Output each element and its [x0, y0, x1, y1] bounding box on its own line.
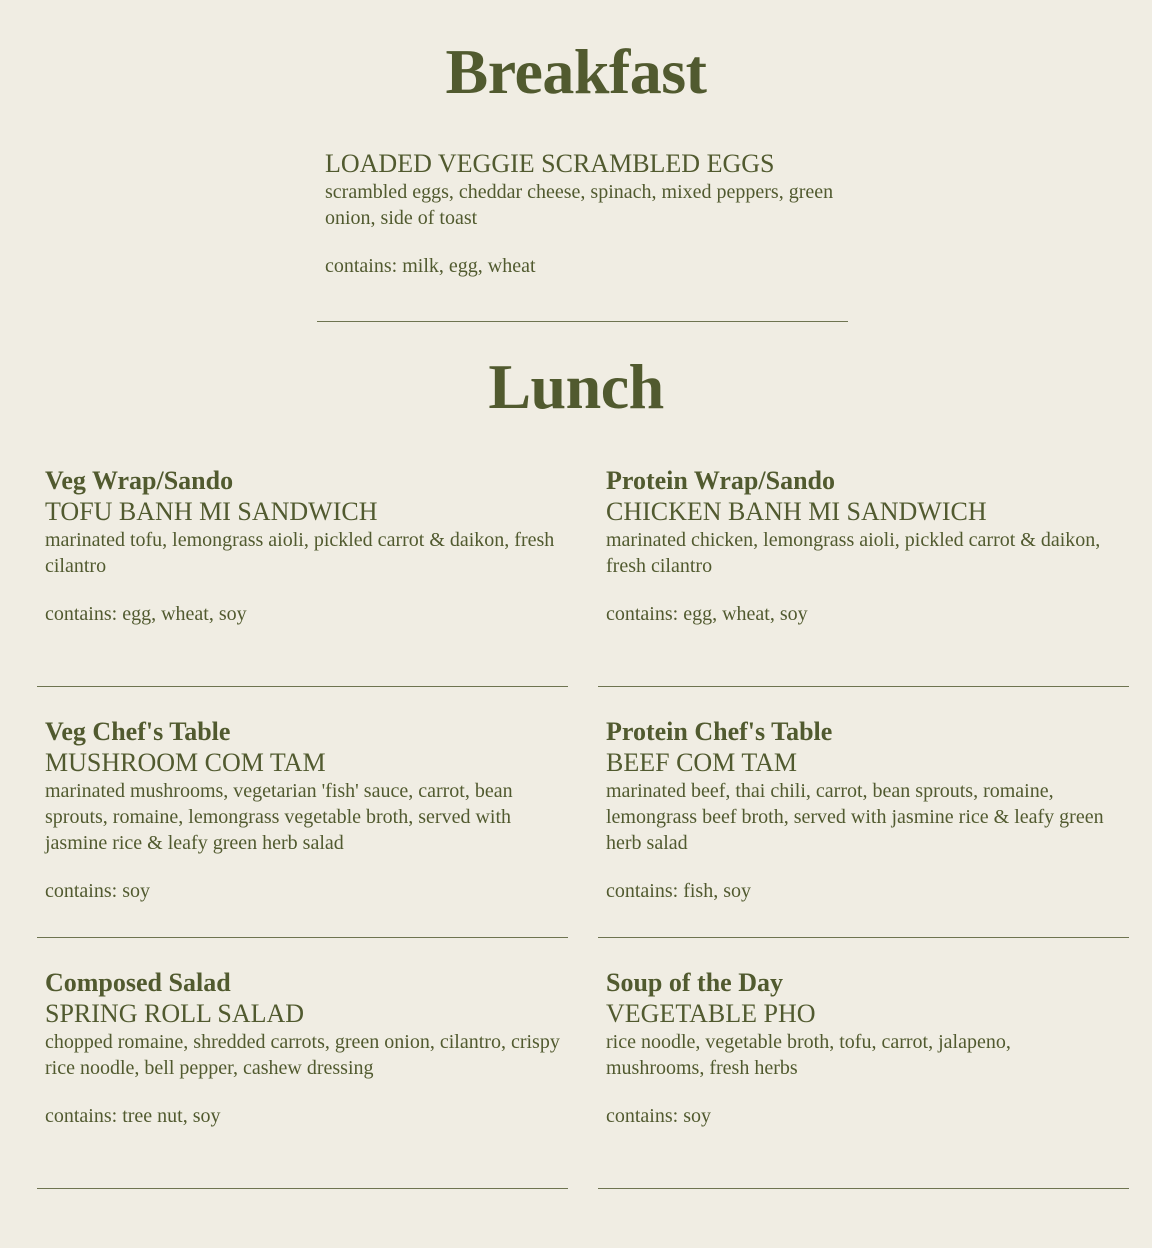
lunch-heading: Lunch — [488, 351, 664, 422]
menu-item — [606, 465, 1106, 627]
dish-category: Soup of the Day — [606, 968, 783, 997]
menu-item — [45, 716, 565, 904]
dish-name: LOADED VEGGIE SCRAMBLED EGGS — [325, 149, 775, 178]
dish-category: Protein Chef's Table — [606, 717, 833, 746]
dish-name: MUSHROOM COM TAM — [45, 748, 326, 777]
dish-name: TOFU BANH MI SANDWICH — [45, 497, 378, 526]
dish-description: rice noodle, vegetable broth, tofu, carrot, jalapeno, mushrooms, fresh herbs — [606, 1031, 1011, 1079]
dish-category: Veg Chef's Table — [45, 717, 231, 746]
dish-allergens: contains: fish, soy — [606, 880, 751, 902]
breakfast-heading: Breakfast — [445, 36, 707, 107]
breakfast-item — [325, 148, 845, 279]
dish-category: Protein Wrap/Sando — [606, 466, 835, 495]
dish-description: marinated chicken, lemongrass aioli, pickled carrot & daikon, fresh cilantro — [606, 529, 1101, 577]
dish-category: Veg Wrap/Sando — [45, 466, 234, 495]
item-divider — [37, 686, 568, 687]
dish-category: Composed Salad — [45, 968, 231, 997]
dish-description: marinated beef, thai chili, carrot, bean sprouts, romaine, lemongrass beef broth, served with jasmine rice & leafy green herb salad — [606, 780, 1104, 854]
dish-allergens: contains: egg, wheat, soy — [45, 603, 247, 625]
menu-item — [45, 967, 565, 1129]
dish-name: VEGETABLE PHO — [606, 999, 816, 1028]
menu-item — [606, 967, 1106, 1129]
dish-description: chopped romaine, shredded carrots, green onion, cilantro, crispy rice noodle, bell pepper, cashew dressing — [45, 1031, 560, 1079]
item-divider — [37, 1188, 568, 1189]
item-divider — [37, 937, 568, 938]
item-divider — [598, 937, 1129, 938]
dish-description: scrambled eggs, cheddar cheese, spinach, mixed peppers, green onion, side of toast — [325, 181, 834, 229]
dish-name: CHICKEN BANH MI SANDWICH — [606, 497, 987, 526]
dish-name: SPRING ROLL SALAD — [45, 999, 305, 1028]
dish-description: marinated tofu, lemongrass aioli, pickled carrot & daikon, fresh cilantro — [45, 529, 555, 577]
dish-allergens: contains: egg, wheat, soy — [606, 603, 808, 625]
dish-allergens: contains: milk, egg, wheat — [325, 255, 536, 277]
item-divider — [598, 686, 1129, 687]
menu-item — [606, 716, 1106, 904]
dish-allergens: contains: soy — [45, 880, 150, 902]
menu-item — [45, 465, 565, 627]
dish-name: BEEF COM TAM — [606, 748, 798, 777]
item-divider — [598, 1188, 1129, 1189]
dish-allergens: contains: soy — [606, 1105, 711, 1127]
dish-description: marinated mushrooms, vegetarian 'fish' sauce, carrot, bean sprouts, romaine, lemongrass vegetable broth, served with jasmine rice & leafy green herb salad — [45, 780, 513, 854]
section-divider — [317, 321, 848, 322]
dish-allergens: contains: tree nut, soy — [45, 1105, 221, 1127]
